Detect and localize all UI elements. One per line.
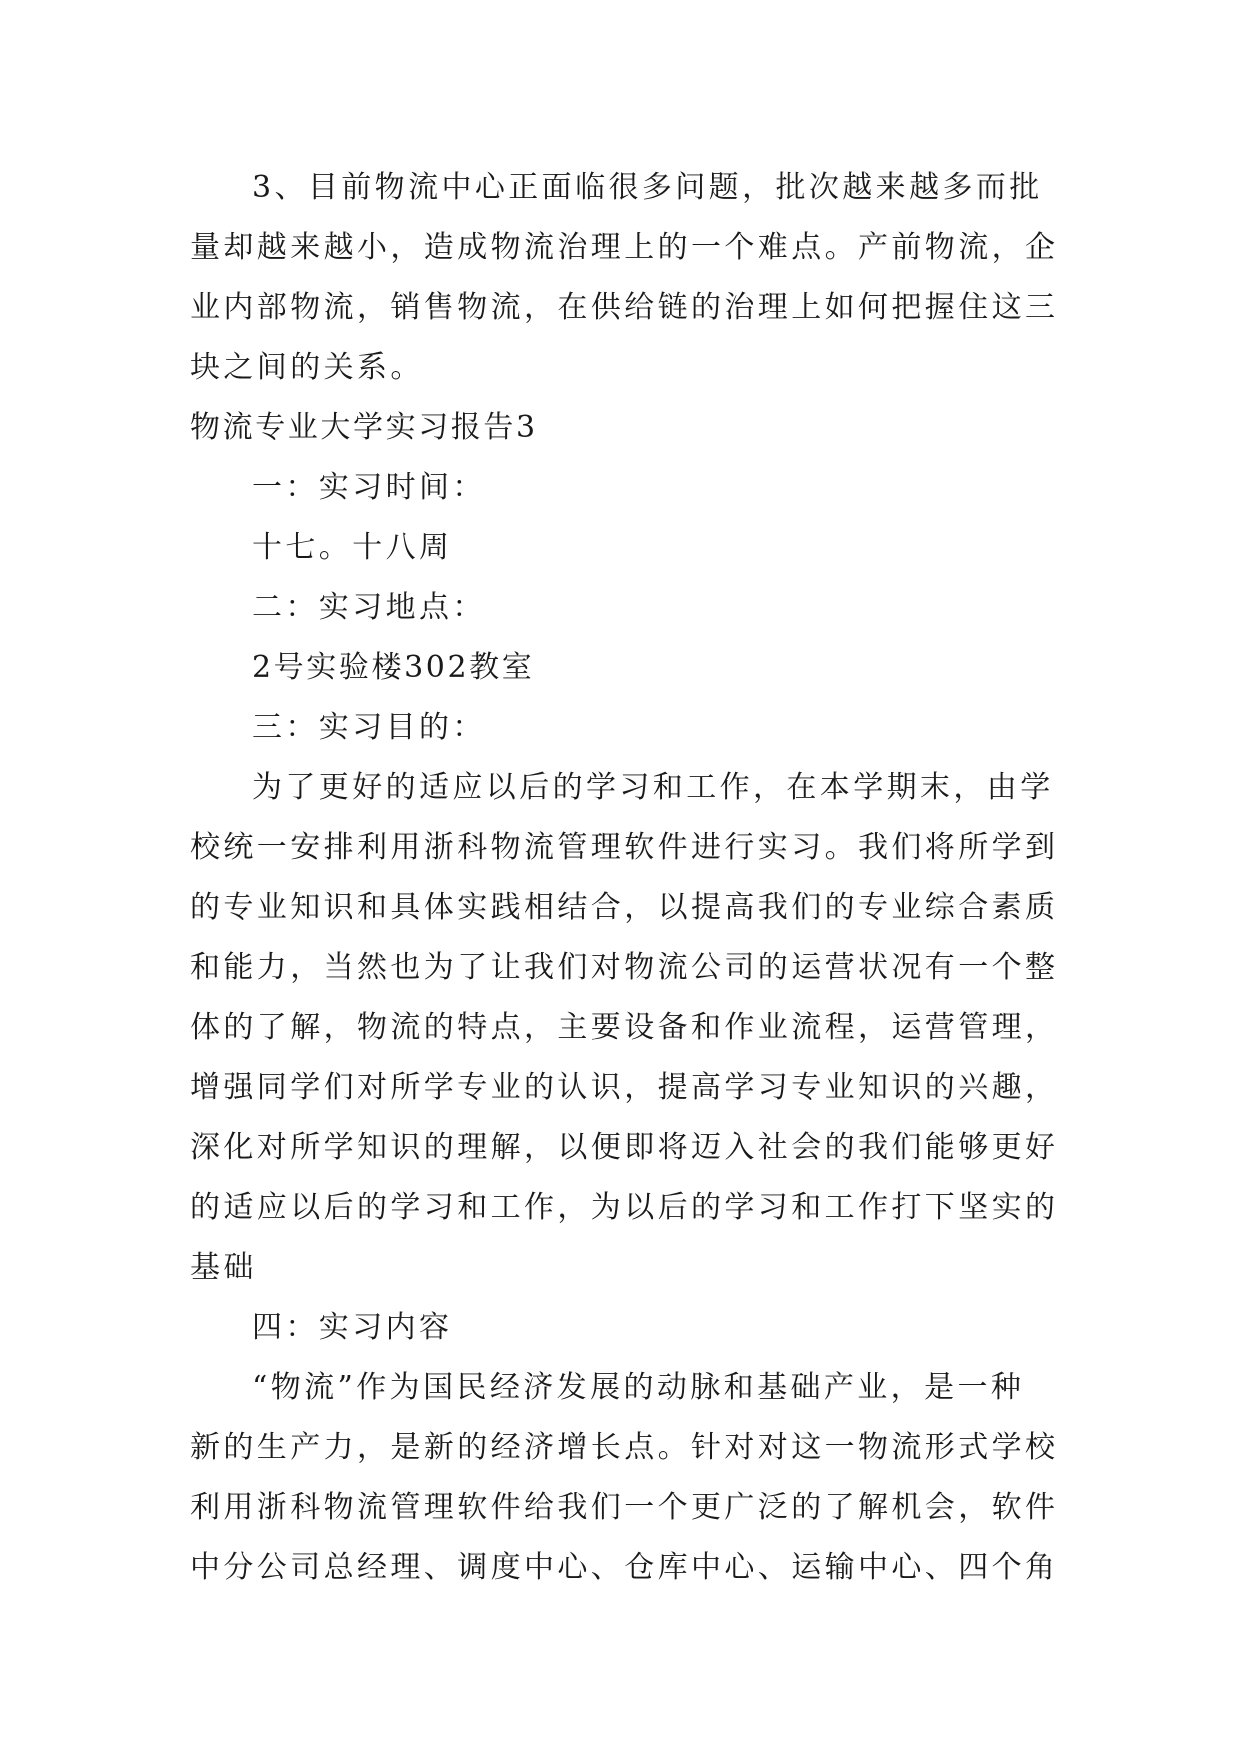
paragraph-line: 深化对所学知识的理解，以便即将迈入社会的我们能够更好 (190, 1130, 1059, 1165)
paragraph-line: 中分公司总经理、调度中心、仓库中心、运输中心、四个角 (190, 1550, 1059, 1585)
paragraph-line: 块之间的关系。 (190, 350, 424, 385)
paragraph-line: 的专业知识和具体实践相结合，以提高我们的专业综合素质 (190, 890, 1059, 925)
paragraph-line: 增强同学们对所学专业的认识，提高学习专业知识的兴趣， (190, 1070, 1059, 1105)
paragraph-line: 利用浙科物流管理软件给我们一个更广泛的了解机会，软件 (190, 1490, 1059, 1525)
section-heading-place: 二：实习地点： (252, 590, 486, 625)
document-page (190, 158, 1059, 1598)
paragraph-line: 基础 (190, 1250, 257, 1285)
paragraph-line: 和能力，当然也为了让我们对物流公司的运营状况有一个整 (190, 950, 1059, 985)
report-title: 物流专业大学实习报告3 (190, 410, 538, 445)
section-heading-content: 四：实习内容 (252, 1310, 453, 1345)
paragraph-line: 为了更好的适应以后的学习和工作，在本学期末，由学 (252, 770, 1054, 805)
paragraph-line: 校统一安排利用浙科物流管理软件进行实习。我们将所学到 (190, 830, 1059, 865)
section-value-time: 十七。十八周 (252, 530, 453, 565)
section-value-place: 2号实验楼302教室 (252, 650, 535, 685)
paragraph-line: 量却越来越小，造成物流治理上的一个难点。产前物流，企 (190, 230, 1059, 265)
paragraph-line: 的适应以后的学习和工作，为以后的学习和工作打下坚实的 (190, 1190, 1059, 1225)
paragraph-line: 业内部物流，销售物流，在供给链的治理上如何把握住这三 (190, 290, 1059, 325)
paragraph-line: 体的了解，物流的特点，主要设备和作业流程，运营管理， (190, 1010, 1059, 1045)
section-heading-purpose: 三：实习目的： (252, 710, 486, 745)
paragraph-line: 3、目前物流中心正面临很多问题，批次越来越多而批 (252, 170, 1043, 205)
paragraph-line: “物流”作为国民经济发展的动脉和基础产业，是一种 (252, 1370, 1025, 1405)
section-heading-time: 一：实习时间： (252, 470, 486, 505)
paragraph-line: 新的生产力，是新的经济增长点。针对对这一物流形式学校 (190, 1430, 1059, 1465)
